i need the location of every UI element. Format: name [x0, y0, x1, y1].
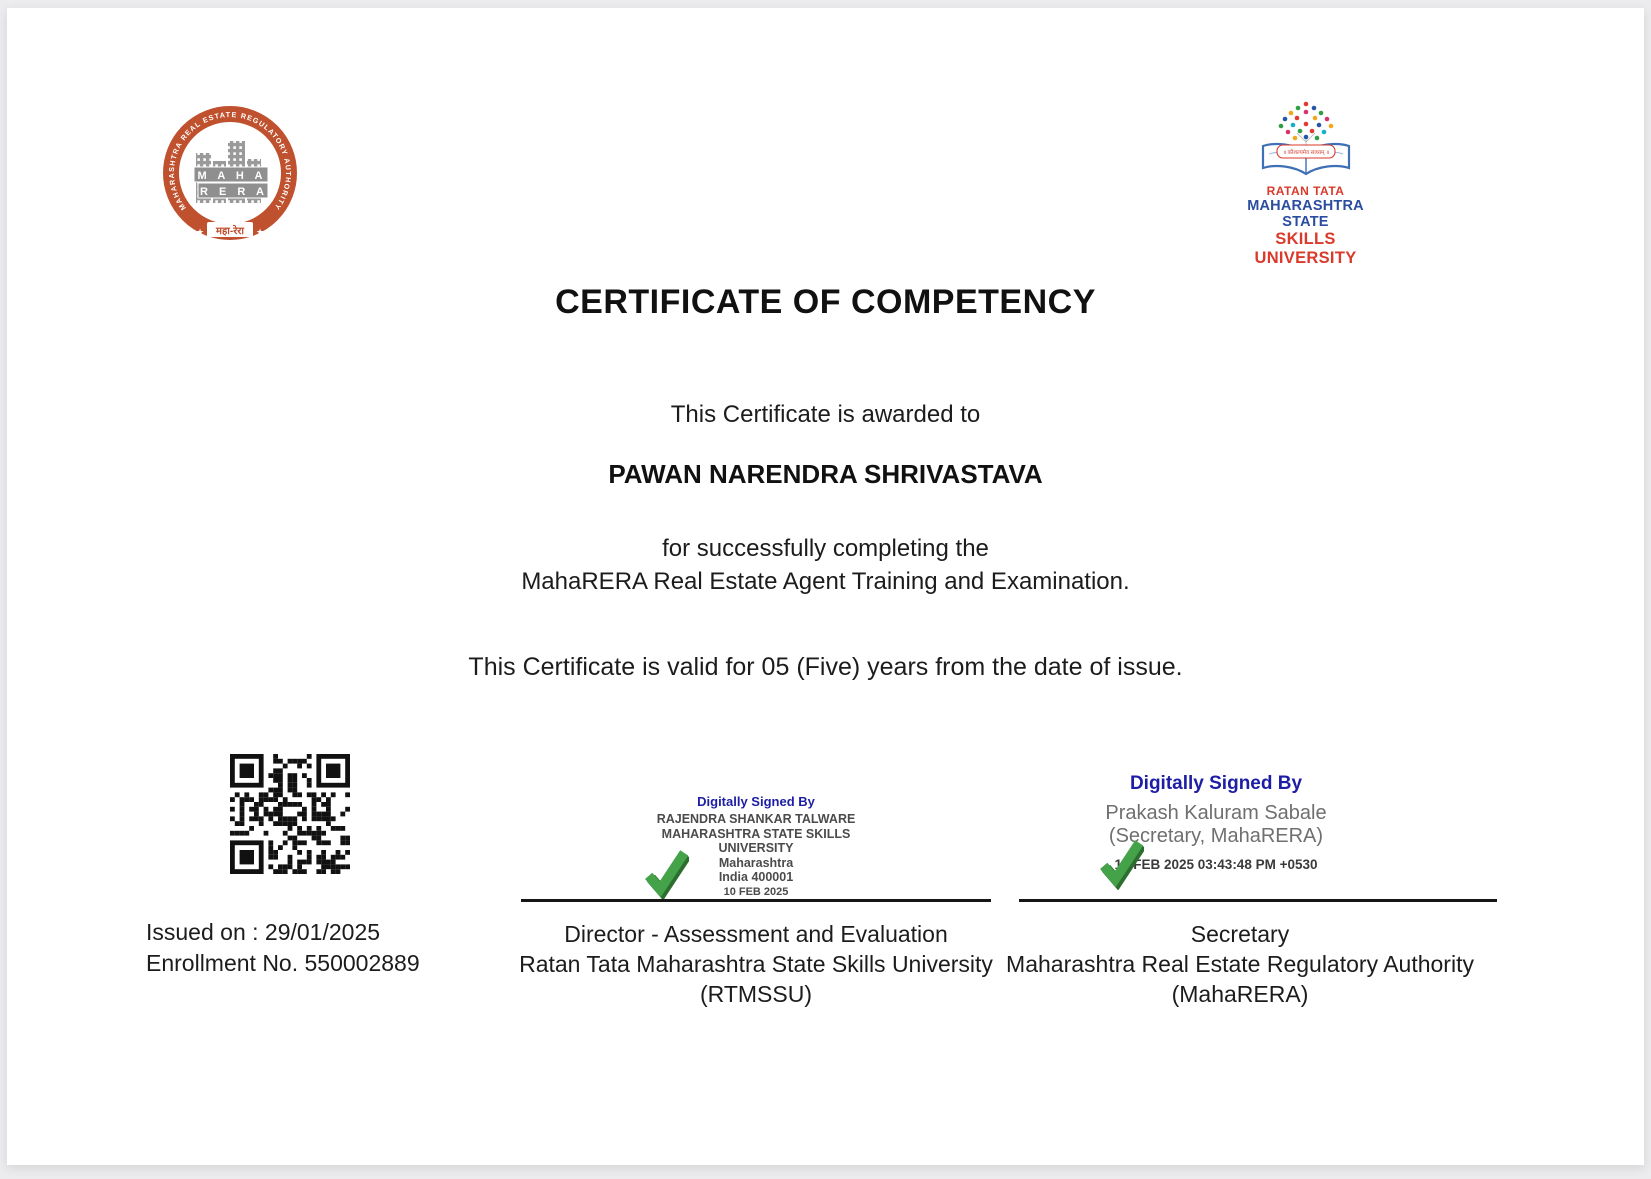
recipient-name: PAWAN NARENDRA SHRIVASTAVA: [608, 459, 1043, 489]
maharera-word-rera: R E R A: [200, 186, 268, 198]
completion-line2: MahaRERA Real Estate Agent Training and Examination.: [521, 568, 1130, 595]
validity-line: This Certificate is valid for 05 (Five) years from the date of issue.: [468, 653, 1183, 681]
qr-code: [230, 754, 350, 874]
secretary-org: Maharashtra Real Estate Regulatory Authority: [1006, 951, 1474, 977]
secretary-signer-designation: (Secretary, MahaRERA): [1108, 825, 1324, 847]
checkmark-icon: [1096, 836, 1144, 890]
star-icon: ★: [195, 227, 205, 237]
signature-line: [1019, 899, 1497, 902]
digitally-signed-by-label: Digitally Signed By: [1129, 773, 1303, 794]
completion-line1: for successfully completing the: [662, 535, 989, 562]
signature-timestamp: 14 FEB 2025 03:43:48 PM +0530: [1114, 857, 1318, 872]
maharera-word-maha: M A H A: [197, 170, 267, 182]
maharera-logo-icon: [160, 103, 300, 243]
university-motto-text: ॥ कौशल्यमेव साध्यम् ॥: [1282, 150, 1329, 156]
enrollment-number: Enrollment No. 550002889: [146, 950, 420, 976]
star-icon: ★: [255, 227, 265, 237]
director-labels: [516, 919, 996, 1009]
director-org-abbr: (RTMSSU): [699, 981, 812, 1007]
university-logo: [1228, 98, 1383, 268]
university-name-line3: SKILLS UNIVERSITY: [1254, 230, 1357, 267]
signer-org-line: MAHARASHTRA STATE SKILLS: [661, 826, 851, 841]
awarded-line: This Certificate is awarded to: [670, 401, 981, 428]
issued-on: Issued on : 29/01/2025: [146, 919, 381, 945]
university-logo-icon: [1231, 98, 1381, 178]
secretary-org-abbr: (MahaRERA): [1171, 981, 1309, 1007]
signature-date: 10 FEB 2025: [723, 885, 789, 898]
maharera-hindi-text: महा-रेरा: [216, 226, 244, 237]
signature-director: [556, 794, 956, 899]
issue-info: [146, 917, 420, 979]
signer-state: Maharashtra: [718, 855, 794, 870]
digitally-signed-by-label: Digitally Signed By: [697, 794, 815, 809]
maharera-ring-text: MAHARASHTRA REAL ESTATE REGULATORY AUTHORITY: [166, 109, 294, 213]
checkmark-icon: [641, 846, 689, 900]
secretary-role: Secretary: [1190, 921, 1290, 947]
secretary-labels: [1000, 919, 1480, 1009]
director-org: Ratan Tata Maharashtra State Skills University: [519, 951, 993, 977]
director-role: Director - Assessment and Evaluation: [564, 921, 948, 947]
dot-tree-icon: [1278, 102, 1333, 148]
secretary-signer-name: Prakash Kaluram Sabale: [1105, 802, 1327, 824]
qr-code-icon: [230, 754, 350, 874]
university-name-line2: MAHARASHTRA STATE: [1247, 198, 1364, 230]
completion-text: [0, 532, 1651, 598]
maharera-logo: [160, 103, 300, 243]
signer-name: RAJENDRA SHANKAR TALWARE: [656, 812, 856, 826]
university-name-line1: RATAN TATA: [1266, 184, 1345, 198]
certificate-title: CERTIFICATE OF COMPETENCY: [555, 283, 1096, 321]
signature-line: [521, 899, 991, 902]
signer-address: India 400001: [718, 870, 794, 884]
signature-secretary: [1016, 773, 1416, 872]
signer-org-line: UNIVERSITY: [718, 841, 794, 855]
